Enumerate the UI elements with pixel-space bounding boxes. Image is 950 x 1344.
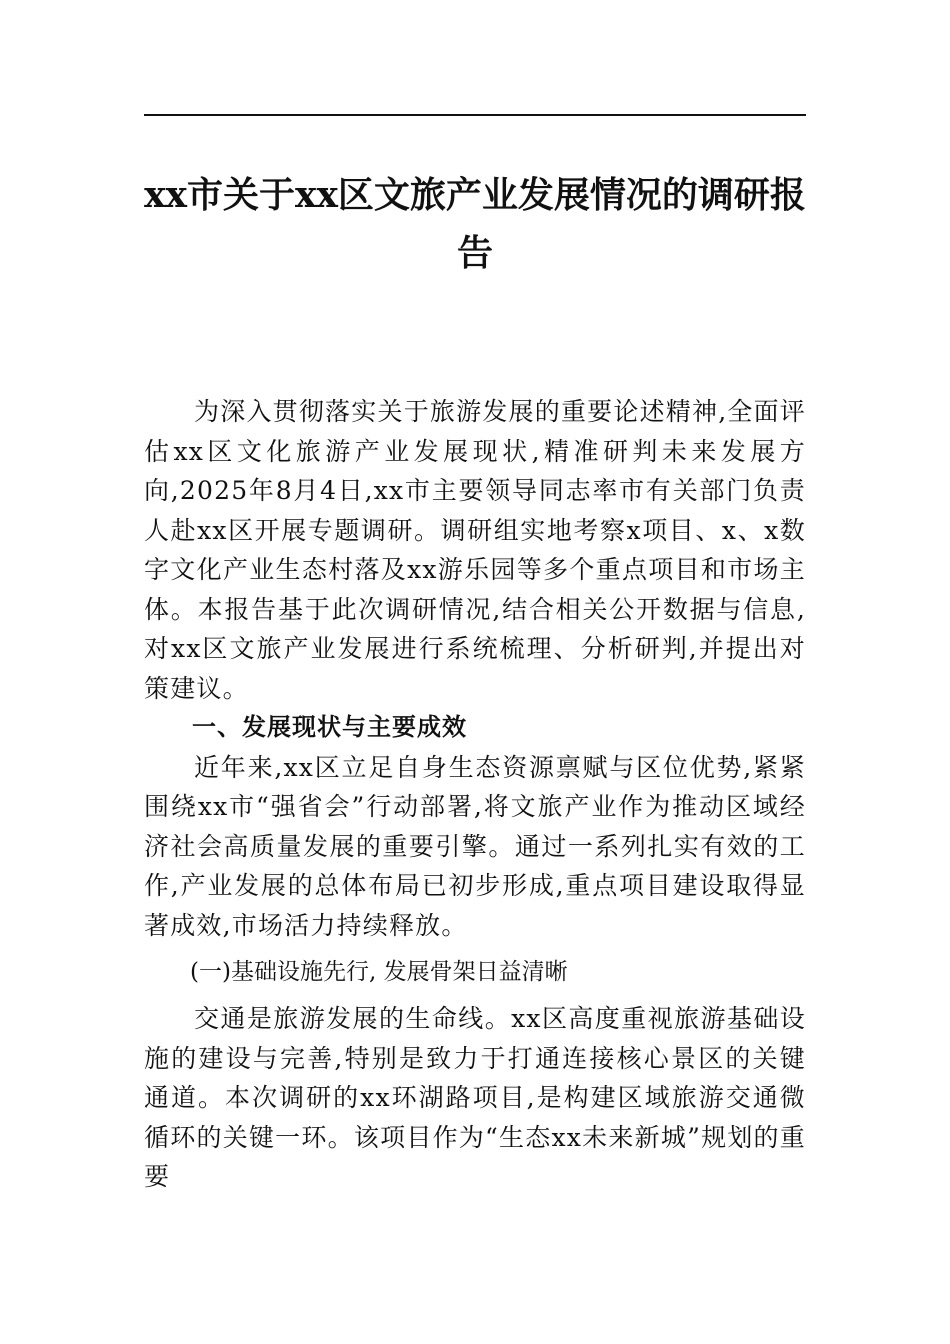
section-paragraph: 近年来,xx区立足自身生态资源禀赋与区位优势,紧紧围绕xx市“强省会”行动部署,将文旅产业作为推动区域经济社会高质量发展的重要引擎。通过一系列扎实有效的工作,产业发展的总体布局已初步形成,重点项目建设取得显著成效,市场活力持续释放。	[144, 752, 806, 940]
subsection-heading: (一)基础设施先行, 发展骨架日益清晰	[190, 959, 568, 985]
document-title: xx市关于xx区文旅产业发展情况的调研报告	[144, 174, 806, 274]
subsection-paragraph: 交通是旅游发展的生命线。xx区高度重视旅游基础设施的建设与完善,特别是致力于打通连接核心景区的关键通道。本次调研的xx环湖路项目,是构建区域旅游交通微循环的关键一环。该项目作为“生态xx未来新城”规划的重要	[144, 1004, 806, 1191]
section-heading: 一、发展现状与主要成效	[192, 713, 467, 741]
intro-paragraph: 为深入贯彻落实关于旅游发展的重要论述精神,全面评估xx区文化旅游产业发展现状,精准研判未来发展方向,2025年8月4日,xx市主要领导同志率市有关部门负责人赴xx区开展专题调研。调研组实地考察x项目、x、x数字文化产业生态村落及xx游乐园等多个重点项目和市场主体。本报告基于此次调研情况,结合相关公开数据与信息,对xx区文旅产业发展进行系统梳理、分析研判,并提出对策建议。	[144, 397, 806, 703]
document-body	[144, 392, 806, 1197]
header-rule	[144, 114, 806, 116]
